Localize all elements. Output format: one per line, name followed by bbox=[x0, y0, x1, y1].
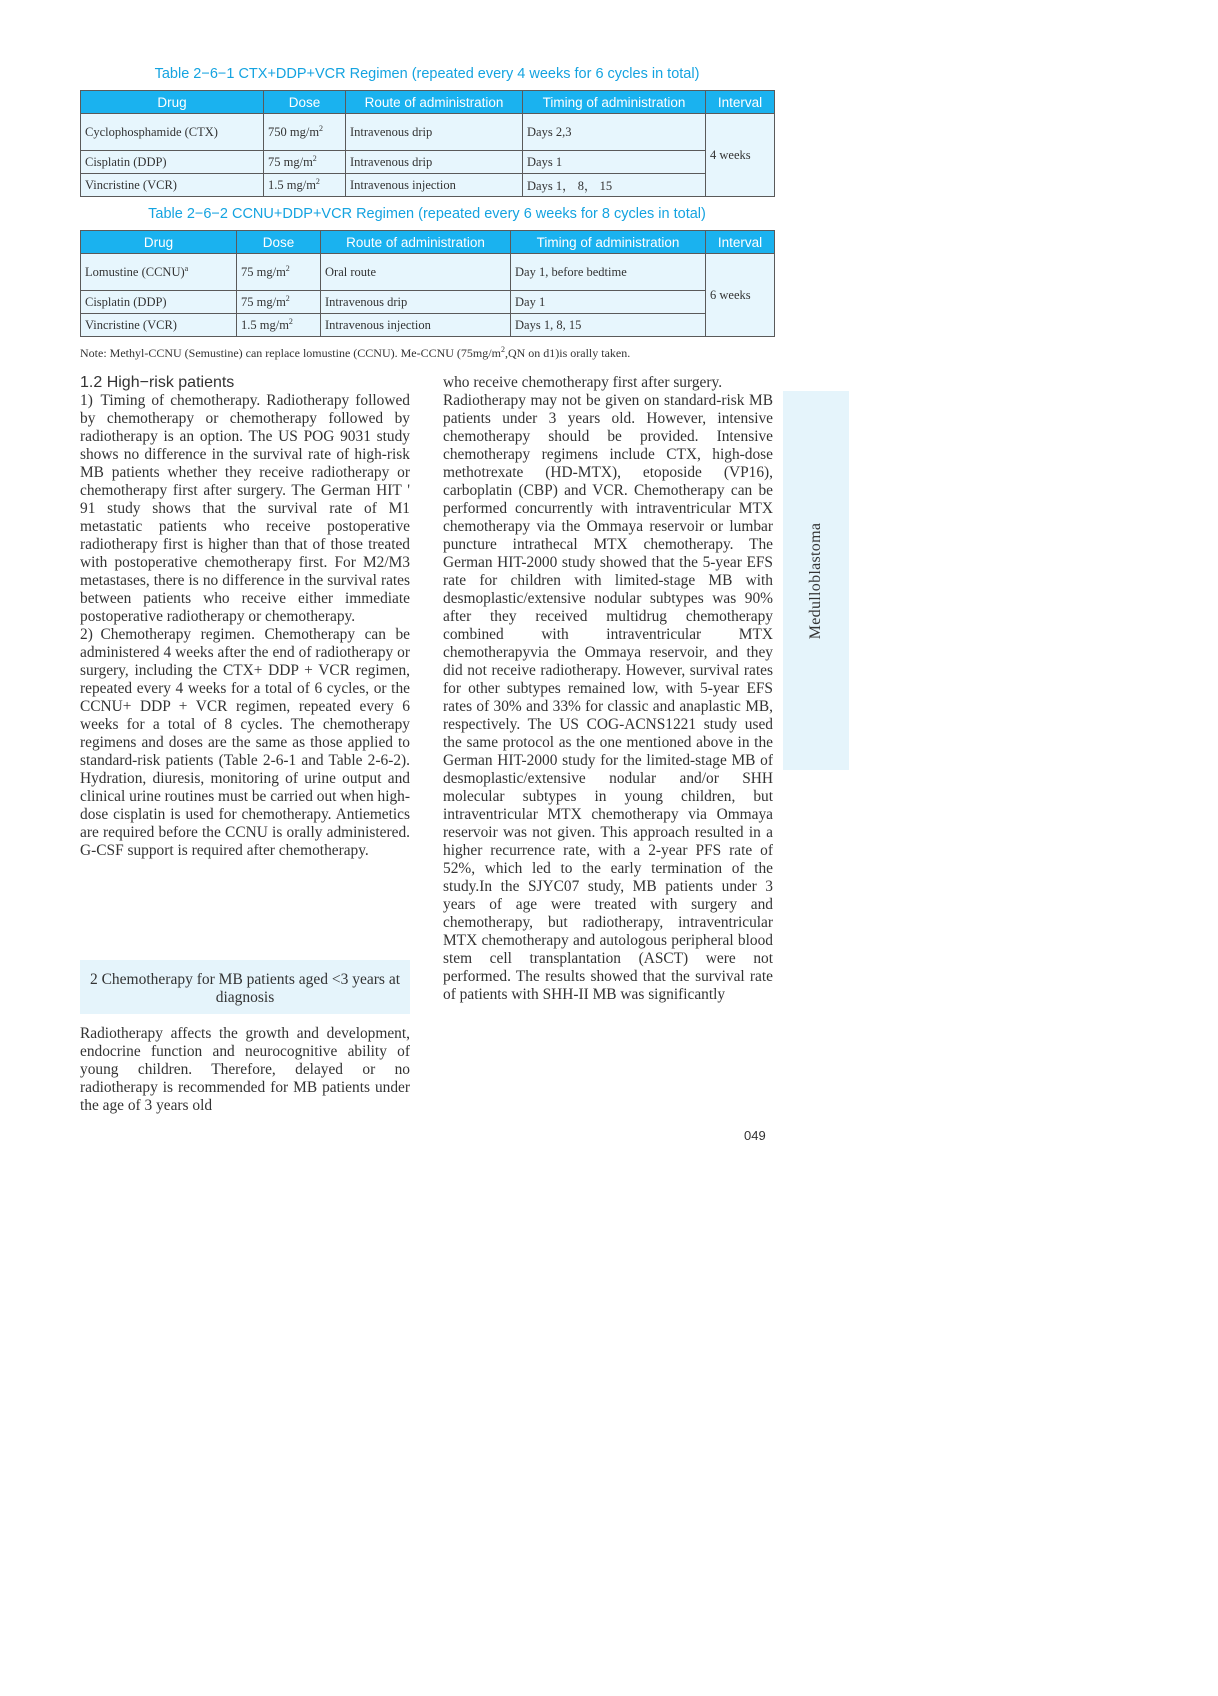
chapter-side-tab bbox=[783, 391, 849, 770]
dose-cell: 1.5 $mg/m^2$ bbox=[237, 314, 321, 337]
section-heading-high-risk: 1.2 High−risk patients bbox=[80, 374, 235, 391]
section-title-under-3: 2 Chemotherapy for MB patients aged <3 years at diagnosis bbox=[80, 960, 410, 1014]
table-row bbox=[81, 114, 775, 151]
dose-cell: 75 $mg/m^2$ bbox=[264, 151, 346, 174]
drug-cell: Cisplatin (DDP) bbox=[81, 151, 264, 174]
route-cell: Oral route bbox=[321, 254, 511, 291]
table1-header-interval: Interval bbox=[706, 91, 775, 114]
paragraph-continuation: who receive chemotherapy first after surgery. bbox=[443, 374, 723, 391]
table1-caption: Table 2−6−1 CTX+DDP+VCR Regimen (repeated every 4 weeks for 6 cycles in total) bbox=[154, 66, 700, 82]
table-row bbox=[81, 291, 775, 314]
table1-header-row bbox=[81, 91, 775, 114]
route-cell: Intravenous injection bbox=[346, 174, 523, 197]
dose-cell: 1.5 $mg/m^2$ bbox=[264, 174, 346, 197]
table1-header-drug: Drug bbox=[81, 91, 264, 114]
drug-cell: Cyclophosphamide (CTX) bbox=[81, 114, 264, 151]
table-row bbox=[81, 174, 775, 197]
drug-cell: Vincristine (VCR) bbox=[81, 314, 237, 337]
route-cell: Intravenous drip bbox=[321, 291, 511, 314]
route-cell: Intravenous drip bbox=[346, 114, 523, 151]
right-column bbox=[443, 374, 773, 1004]
interval-cell: 6 weeks bbox=[706, 254, 775, 337]
route-cell: Intravenous drip bbox=[346, 151, 523, 174]
timing-cell: Days 1， 8， 15 bbox=[523, 174, 706, 197]
page-number: 049 bbox=[744, 1128, 766, 1143]
left-column bbox=[80, 374, 410, 860]
table1-header-timing: Timing of administration bbox=[523, 91, 706, 114]
table2 bbox=[80, 230, 775, 337]
paragraph-regimen: 2) Chemotherapy regimen. Chemotherapy can be administered 4 weeks after the end of radiotherapy or surgery, including the CTX+ DDP + VCR regimen, repeated every 4 weeks for a total of 6 cycles, or the CCNU+ DDP + VCR regimen, repeated every 6 weeks for a total of 8 cycles. The chemotherapy regimens and doses are the same as those applied to standard-risk patients (Table 2-6-1 and Table 2-6-2). Hydration, diuresis, monitoring of urine output and clinical urine routines must be carried out when high-dose cisplatin is used for chemotherapy. Antiemetics are required before the CCNU is orally administered. G-CSF support is required after chemotherapy. bbox=[80, 626, 410, 859]
dose-cell: 750 $mg/m^2$ bbox=[264, 114, 346, 151]
chapter-side-tab-label: Medulloblastoma bbox=[807, 522, 824, 639]
table2-header-row bbox=[81, 231, 775, 254]
drug-cell: Lomustine (CCNU)$^a$ bbox=[81, 254, 237, 291]
left-column-lower bbox=[80, 1025, 410, 1115]
table-row bbox=[81, 314, 775, 337]
interval-cell: 4 weeks bbox=[706, 114, 775, 197]
table1-header-route: Route of administration bbox=[346, 91, 523, 114]
timing-cell: Days 2,3 bbox=[523, 114, 706, 151]
dose-cell: 75 $mg/m^2$ bbox=[237, 291, 321, 314]
paragraph-radiotherapy-young: Radiotherapy affects the growth and development, endocrine function and neurocognitive ability of young children. Therefore, delayed or no radiotherapy is recommended for MB patients under the age of 3 years old bbox=[80, 1025, 410, 1114]
table2-header-route: Route of administration bbox=[321, 231, 511, 254]
table2-caption: Table 2−6−2 CCNU+DDP+VCR Regimen (repeated every 6 weeks for 8 cycles in total) bbox=[148, 206, 706, 222]
route-cell: Intravenous injection bbox=[321, 314, 511, 337]
paragraph-intensive-chemo: Radiotherapy may not be given on standard-risk MB patients under 3 years old. However, intensive chemotherapy should be provided. Intensive chemotherapy regimens include CTX, high-dose methotrexate (HD-MTX), etoposide (VP16), carboplatin (CBP) and VCR. Chemotherapy can be performed concurrently with intraventricular MTX chemotherapy via the Ommaya reservoir or lumbar puncture intrathecal MTX chemotherapy. The German HIT-2000 study showed that the 5-year EFS rate for children with limited-stage MB with desmoplastic/extensive nodular subtypes was 90% after they received multidrug chemotherapy combined with intraventricular MTX chemotherapyvia the Ommaya reservoir, and they did not receive radiotherapy. However, survival rates for other subtypes remained low, with 5-year EFS rates of 30% and 33% for classic and anaplastic MB, respectively. The US COG-ACNS1221 study used the same protocol as the one mentioned above in the German HIT-2000 study for the limited-stage MB of desmoplastic/extensive nodular and/or SHH molecular subtypes in young children, but intraventricular MTX chemotherapy via Ommaya reservoir was not given. This approach resulted in a higher recurrence rate, with a 2-year PFS rate of 52%, which led to the early termination of the study.In the SJYC07 study, MB patients under 3 years of age were treated with surgery and chemotherapy, but radiotherapy, intraventricular MTX chemotherapy and autologous peripheral blood stem cell transplantation (ASCT) were not performed. The results showed that the survival rate of patients with SHH-II MB was significantly bbox=[443, 392, 773, 1003]
table2-header-interval: Interval bbox=[706, 231, 775, 254]
table1 bbox=[80, 90, 775, 197]
drug-cell: Cisplatin (DDP) bbox=[81, 291, 237, 314]
paragraph-timing: 1) Timing of chemotherapy. Radiotherapy followed by chemotherapy or chemotherapy followed by radiotherapy is an option. The US POG 9031 study shows no difference in the survival rate of high-risk MB patients whether they receive radiotherapy or chemotherapy first after surgery. The German HIT ' 91 study shows that the survival rate of M1 metastatic patients who receive postoperative radiotherapy first is higher than that of those treated with postoperative chemotherapy first. For M2/M3 metastases, there is no difference in the survival rates between patients who receive either immediate postoperative radiotherapy or chemotherapy. bbox=[80, 392, 410, 625]
timing-cell: Day 1 bbox=[511, 291, 706, 314]
table-row bbox=[81, 151, 775, 174]
drug-cell: Vincristine (VCR) bbox=[81, 174, 264, 197]
timing-cell: Days 1, 8, 15 bbox=[511, 314, 706, 337]
timing-cell: Days 1 bbox=[523, 151, 706, 174]
table2-header-timing: Timing of administration bbox=[511, 231, 706, 254]
dose-cell: 75 $mg/m^2$ bbox=[237, 254, 321, 291]
table2-header-drug: Drug bbox=[81, 231, 237, 254]
table2-header-dose: Dose bbox=[237, 231, 321, 254]
table-row bbox=[81, 254, 775, 291]
table1-header-dose: Dose bbox=[264, 91, 346, 114]
table-note: Note: Methyl-CCNU (Semustine) can replace lomustine (CCNU). Me-CCNU ($75mg/m^2,QN$ on d1)is orally taken. bbox=[80, 345, 631, 360]
timing-cell: Day 1, before bedtime bbox=[511, 254, 706, 291]
